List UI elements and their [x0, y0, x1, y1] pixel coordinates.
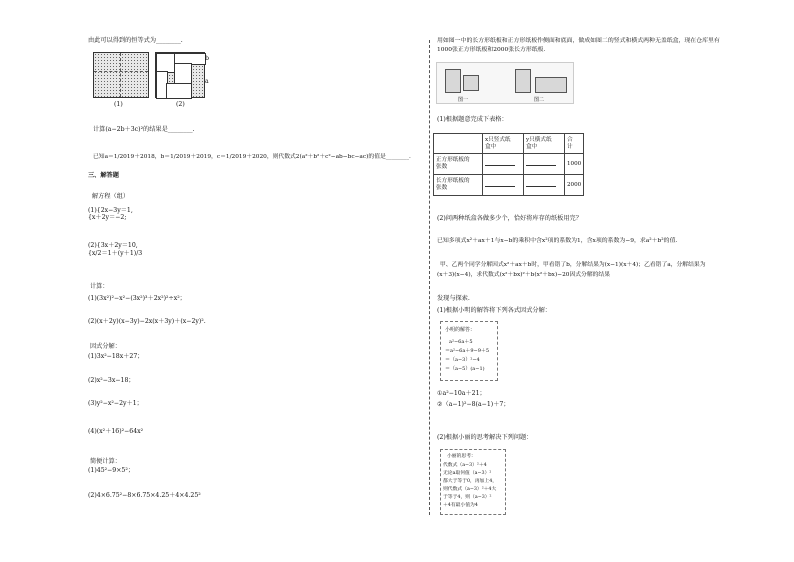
system-2-line-2: {x/2＝1＋(y＋1)/3	[88, 250, 143, 257]
easy-calc-title: 简便计算：	[90, 458, 121, 465]
explore-1b: ②（a−1)²−8(a−1)＋7；	[437, 401, 510, 408]
factor-3: (3)y²−x²−2y＋1；	[88, 400, 143, 407]
box-question-1: (1)根据题意完成下表格：	[437, 116, 508, 123]
box-figures	[436, 62, 574, 104]
calc-2: (2)(x＋2y)(x−3y)−2x(x＋3y)＋(x−2y)².	[88, 318, 206, 325]
xiaoli-thinking-box	[440, 449, 506, 515]
calc-title: 计算：	[90, 283, 109, 290]
xiaoli-line-6: ＋4有最小值为4	[443, 503, 478, 508]
xiaoli-line-5: 于等于4，则（a−3）²	[443, 495, 492, 500]
figure-square-1	[93, 52, 149, 98]
figure-square-2	[155, 52, 205, 98]
question-abc: 已知a＝1/2019＋2018，b＝1/2019＋2019，c＝1/2019＋2020，则代数式2(a²＋b²＋c²−ab−bc−ac)的值是________.	[93, 154, 411, 160]
figure-label-a: a	[205, 78, 209, 85]
box-table	[433, 133, 584, 196]
xiaoming-line-1: a²−6a＋5	[449, 339, 473, 345]
system-2-line-1: (2){3x＋2y＝10,	[88, 242, 138, 249]
xiaoli-line-1: 代数式（a−3）²＋4	[443, 463, 487, 468]
figure-caption-2: (2)	[176, 101, 185, 108]
question-identity: 由此可以得到的恒等式为________.	[88, 37, 183, 44]
table-header-vertical: x只竖式纸 盒中	[483, 134, 524, 154]
jia-yi-line-2: (x＋3)(x−4)，求代数式(x²＋bx)²＋b(x²＋bx)−20因式分解的结果	[437, 272, 611, 278]
easy-calc-1: (1)45²−9×5²；	[88, 467, 135, 474]
table-header-total: 合 计	[565, 134, 584, 154]
table-corner	[434, 134, 483, 154]
xiaoli-line-2: 无论a取何值（a−3）²	[443, 471, 492, 476]
factor-4: (4)(x²＋16)²−64x²	[88, 428, 144, 435]
xiaoming-line-3: ＝（a−3）²−4	[445, 357, 480, 363]
table-cell-blank[interactable]	[483, 154, 524, 175]
xiaoli-title: 小丽的思考：	[447, 454, 476, 459]
table-row-square-label: 正方形纸板的 张数	[434, 154, 483, 175]
explore-1a: ①a²−10a＋21；	[437, 390, 486, 397]
system-1-line-1: (1){2x−3y＝1,	[88, 207, 133, 214]
figure-label-b: b	[205, 55, 209, 62]
table-row-square-total: 1000	[565, 154, 584, 175]
solve-title: 解方程（组）	[92, 193, 130, 200]
table-header-horizontal: y只横式纸 盒中	[524, 134, 565, 154]
section-3-heading: 三、解答题	[88, 172, 119, 179]
caption-fig-2: 图二	[534, 97, 545, 103]
column-divider	[429, 40, 430, 515]
factor-title: 因式分解：	[90, 343, 121, 350]
table-row-rect-total: 2000	[565, 175, 584, 196]
explore-part-2: (2)根据小丽的思考解决下列问题：	[437, 434, 533, 441]
xiaoming-solution-box	[440, 321, 498, 381]
xiaoming-title: 小明的解答：	[445, 327, 476, 333]
box-problem-line-2: 1000张正方形纸板和2000张长方形纸板.	[437, 47, 546, 53]
xiaoli-line-4: 则代数式（a−3）²＋4大	[443, 487, 497, 492]
table-row-rect-label: 长方形纸板的 张数	[434, 175, 483, 196]
factor-2: (2)x²−3x−18；	[88, 377, 135, 384]
polynomial-question: 已知多项式x²＋ax＋1与x−b的乘积中含x²项的系数为1，含x项的系数为−9，求a²＋b²的值.	[437, 238, 678, 244]
box-problem-line-1: 用如图一中的长方形纸板和正方形纸板作侧面和底面，做成如图二的竖式和横式两种无盖纸盒，现在仓库里有	[437, 38, 720, 44]
caption-fig-1: 图一	[458, 97, 469, 103]
xiaoming-line-2: ＝a²−6a＋9−9＋5	[445, 348, 490, 354]
table-cell-blank[interactable]	[524, 175, 565, 196]
calc-1: (1)(3x²)²−x²−(3x²)³＋2x²)²÷x²；	[88, 295, 186, 302]
figure-caption-1: (1)	[114, 101, 123, 108]
jia-yi-line-1: 甲、乙两个同学分解因式x²＋ax＋b时，甲看错了b，分解结果为(x−1)(x＋4)；乙看错了a，分解结果为	[440, 262, 706, 268]
explore-title: 发现与探索.	[437, 295, 470, 302]
table-cell-blank[interactable]	[524, 154, 565, 175]
system-1-line-2: {x＋2y＝−2;	[88, 214, 127, 221]
table-cell-blank[interactable]	[483, 175, 524, 196]
box-question-2: (2)问两种纸盒各做多少个，恰好将库存的纸板用完？	[437, 215, 582, 222]
xiaoming-line-4: ＝（a−5）(a−1)	[445, 366, 485, 372]
explore-part-1: (1)根据小明的解答将下列各式因式分解：	[437, 307, 551, 314]
factor-1: (1)3x²−18x＋27；	[88, 353, 144, 360]
easy-calc-2: (2)4×6.75²−8×6.75×4.25＋4×4.25²	[88, 492, 201, 499]
question-calc: 计算(a−2b＋3c)²的结果是________.	[93, 126, 195, 133]
xiaoli-line-3: 都大于等于0，再加上4，	[443, 479, 498, 484]
